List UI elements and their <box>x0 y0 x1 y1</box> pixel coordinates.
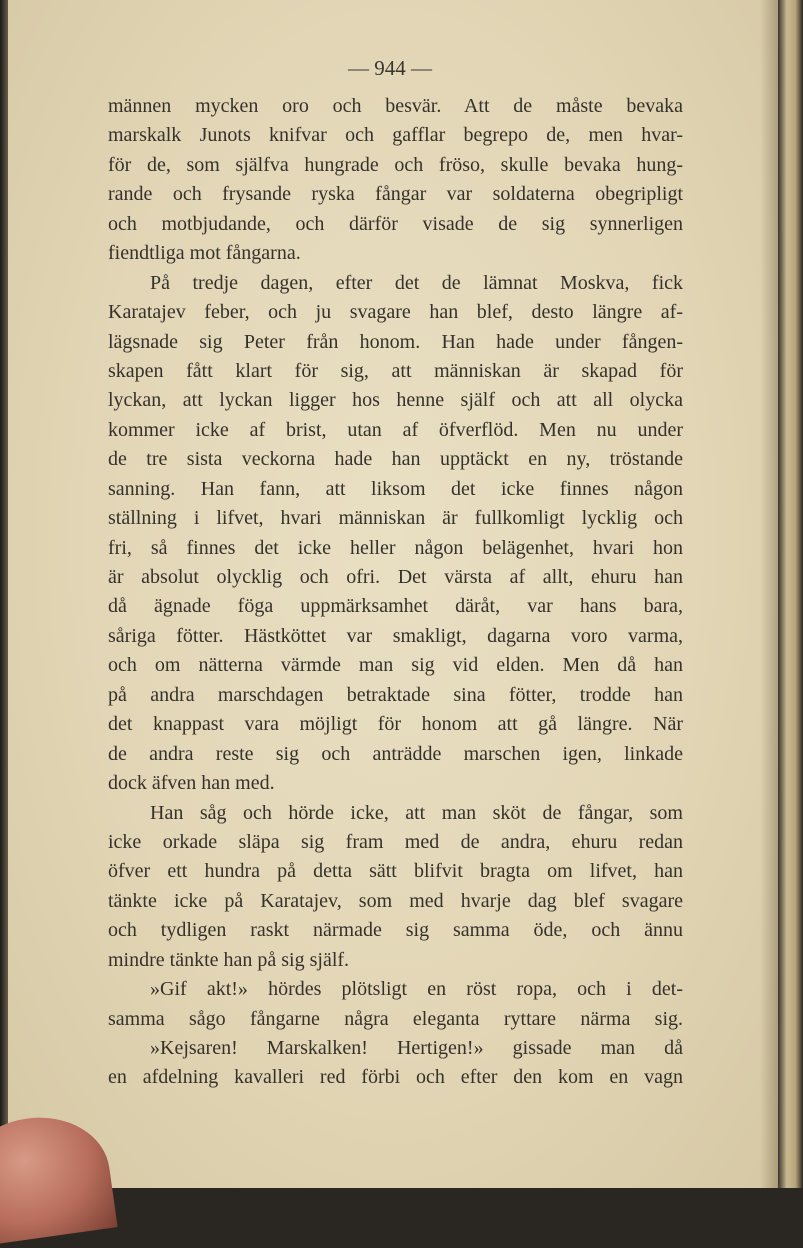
text-line: det knappast vara möjligt för honom att gå längre. När <box>108 713 683 736</box>
text-line: fri, så finnes det icke heller någon belägenhet, hvari hon <box>108 536 683 559</box>
text-line: tänkte icke på Karatajev, som med hvarje dag blef svagare <box>108 889 683 912</box>
text-line: fiendtliga mot fångarna. <box>108 242 301 265</box>
book-right-edge <box>778 0 803 1188</box>
page-number: — 944 — <box>348 56 432 80</box>
text-line: och tydligen raskt närmade sig samma öde, och ännu <box>108 919 683 942</box>
text-line: mindre tänkte han på sig själf. <box>108 948 350 971</box>
text-line: de andra reste sig och anträdde marschen igen, linkade <box>108 742 683 765</box>
text-line: På tredje dagen, efter det de lämnat Moskva, fick <box>150 271 683 294</box>
text-line: då ägnade föga uppmärksamhet däråt, var hans bara, <box>108 595 683 618</box>
text-line: och om nätterna värmde man sig vid elden. Men då han <box>108 654 683 677</box>
body-text <box>108 92 683 1093</box>
page-gutter-shadow <box>760 0 778 1188</box>
text-line: de tre sista veckorna hade han upptäckt en ny, tröstande <box>108 448 683 471</box>
text-line: och motbjudande, och därför visade de sig synnerligen <box>108 212 683 235</box>
text-line: öfver ett hundra på detta sätt blifvit bragta om lifvet, han <box>108 860 683 883</box>
text-line: skapen fått klart för sig, att människan är skapad för <box>108 359 683 382</box>
text-line: såriga fötter. Hästköttet var smakligt, dagarna voro varma, <box>108 624 683 647</box>
text-line: är absolut olycklig och ofri. Det värsta af allt, ehuru han <box>108 566 683 588</box>
text-line: Han såg och hörde icke, att man sköt de fångar, som <box>150 801 683 824</box>
text-line: en afdelning kavalleri red förbi och efter den kom en vagn <box>108 1066 683 1089</box>
text-line: ställning i lifvet, hvari människan är fullkomligt lycklig och <box>108 507 683 530</box>
text-line: icke orkade släpa sig fram med de andra, ehuru redan <box>108 830 683 853</box>
text-line: för de, som själfva hungrade och fröso, skulle bevaka hung- <box>108 153 683 176</box>
text-line: samma sågo fångarne några eleganta ryttare närma sig. <box>108 1007 683 1030</box>
text-line: kommer icke af brist, utan af öfverflöd. Men nu under <box>108 418 683 441</box>
text-line: lägsnade sig Peter från honom. Han hade under fången- <box>108 330 683 353</box>
text-line: »Kejsaren! Marskalken! Hertigen!» gissade man då <box>150 1037 683 1059</box>
text-line: sanning. Han fann, att liksom det icke finnes någon <box>108 477 683 500</box>
text-line: Karatajev feber, och ju svagare han blef, desto längre af- <box>108 301 683 324</box>
text-line: lyckan, att lyckan ligger hos henne själf och att all olycka <box>108 389 683 412</box>
text-line: »Gif akt!» hördes plötsligt en röst ropa, och i det- <box>150 978 683 1001</box>
text-line: männen mycken oro och besvär. Att de måste bevaka <box>108 95 683 117</box>
text-line: marskalk Junots knifvar och gafflar begrepo de, men hvar- <box>108 124 683 147</box>
text-line: dock äfven han med. <box>108 772 275 795</box>
text-line: på andra marschdagen betraktade sina fötter, trodde han <box>108 683 683 706</box>
text-line: rande och frysande ryska fångar var soldaterna obegripligt <box>108 183 683 206</box>
